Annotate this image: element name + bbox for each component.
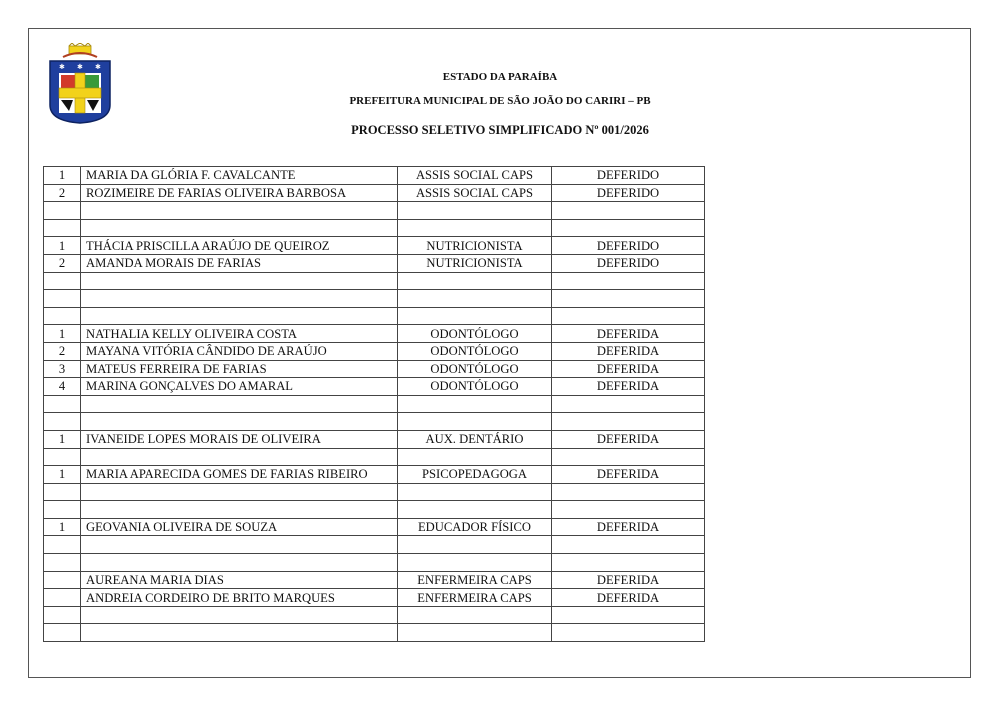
position: [398, 413, 552, 431]
status: DEFERIDO: [552, 184, 705, 202]
status: DEFERIDA: [552, 325, 705, 343]
table-row: [44, 202, 705, 220]
position: [398, 554, 552, 572]
row-number: 4: [44, 378, 81, 396]
table-row: [44, 307, 705, 325]
status: [552, 483, 705, 501]
status: [552, 554, 705, 572]
row-number: [44, 202, 81, 220]
candidate-name: [81, 536, 398, 554]
candidate-name: MARIA DA GLÓRIA F. CAVALCANTE: [81, 167, 398, 185]
city-hall-title: PREFEITURA MUNICIPAL DE SÃO JOÃO DO CARIRI – PB: [349, 95, 651, 107]
table-row: [44, 606, 705, 624]
table-row: [44, 378, 705, 396]
row-number: 1: [44, 466, 81, 484]
row-number: 2: [44, 184, 81, 202]
status: DEFERIDO: [552, 237, 705, 255]
row-number: 2: [44, 342, 81, 360]
status: DEFERIDA: [552, 571, 705, 589]
table-row: [44, 448, 705, 466]
position: ENFERMEIRA CAPS: [398, 571, 552, 589]
status: DEFERIDA: [552, 589, 705, 607]
candidate-name: MAYANA VITÓRIA CÂNDIDO DE ARAÚJO: [81, 342, 398, 360]
position: [398, 536, 552, 554]
table-row: [44, 518, 705, 536]
row-number: 1: [44, 237, 81, 255]
candidate-name: [81, 606, 398, 624]
status: DEFERIDA: [552, 360, 705, 378]
svg-text:✱: ✱: [95, 63, 101, 71]
row-number: 3: [44, 360, 81, 378]
position: ODONTÓLOGO: [398, 342, 552, 360]
candidate-name: [81, 413, 398, 431]
status: DEFERIDA: [552, 378, 705, 396]
status: DEFERIDA: [552, 466, 705, 484]
candidate-name: GEOVANIA OLIVEIRA DE SOUZA: [81, 518, 398, 536]
candidate-name: MARIA APARECIDA GOMES DE FARIAS RIBEIRO: [81, 466, 398, 484]
svg-text:✱: ✱: [59, 63, 65, 71]
candidate-name: [81, 202, 398, 220]
state-title: ESTADO DA PARAÍBA: [442, 71, 558, 83]
candidate-name: [81, 448, 398, 466]
table-row: [44, 536, 705, 554]
results-table: [43, 166, 705, 642]
table-row: [44, 167, 705, 185]
status: [552, 624, 705, 642]
table-row: [44, 501, 705, 519]
candidate-name: MARINA GONÇALVES DO AMARAL: [81, 378, 398, 396]
position: [398, 307, 552, 325]
row-number: 1: [44, 325, 81, 343]
candidate-name: [81, 307, 398, 325]
status: [552, 202, 705, 220]
row-number: 1: [44, 167, 81, 185]
position: ODONTÓLOGO: [398, 325, 552, 343]
row-number: [44, 501, 81, 519]
table-row: [44, 184, 705, 202]
status: [552, 413, 705, 431]
status: [552, 290, 705, 308]
row-number: [44, 272, 81, 290]
position: [398, 272, 552, 290]
row-number: [44, 413, 81, 431]
table-row: [44, 342, 705, 360]
coat-of-arms-icon: [47, 43, 113, 125]
candidate-name: [81, 219, 398, 237]
candidate-name: [81, 554, 398, 572]
process-title: PROCESSO SELETIVO SIMPLIFICADO Nº 001/2026: [351, 123, 649, 137]
table-row: [44, 554, 705, 572]
position: [398, 290, 552, 308]
status: [552, 448, 705, 466]
status: DEFERIDO: [552, 167, 705, 185]
row-number: [44, 589, 81, 607]
row-number: [44, 554, 81, 572]
candidate-name: IVANEIDE LOPES MORAIS DE OLIVEIRA: [81, 430, 398, 448]
candidate-name: [81, 501, 398, 519]
status: [552, 307, 705, 325]
position: [398, 483, 552, 501]
row-number: 1: [44, 430, 81, 448]
row-number: 1: [44, 518, 81, 536]
status: [552, 219, 705, 237]
position: AUX. DENTÁRIO: [398, 430, 552, 448]
candidate-name: AMANDA MORAIS DE FARIAS: [81, 254, 398, 272]
candidate-name: NATHALIA KELLY OLIVEIRA COSTA: [81, 325, 398, 343]
row-number: [44, 290, 81, 308]
status: [552, 395, 705, 413]
table-row: [44, 395, 705, 413]
status: DEFERIDA: [552, 430, 705, 448]
svg-text:✱: ✱: [77, 63, 83, 71]
status: DEFERIDA: [552, 342, 705, 360]
table-row: [44, 219, 705, 237]
row-number: [44, 536, 81, 554]
status: [552, 536, 705, 554]
candidate-name: ANDREIA CORDEIRO DE BRITO MARQUES: [81, 589, 398, 607]
position: ODONTÓLOGO: [398, 360, 552, 378]
candidate-name: [81, 395, 398, 413]
status: [552, 272, 705, 290]
position: NUTRICIONISTA: [398, 237, 552, 255]
candidate-name: MATEUS FERREIRA DE FARIAS: [81, 360, 398, 378]
status: [552, 501, 705, 519]
candidate-name: [81, 483, 398, 501]
row-number: [44, 606, 81, 624]
candidate-name: [81, 290, 398, 308]
table-row: [44, 571, 705, 589]
position: ASSIS SOCIAL CAPS: [398, 184, 552, 202]
row-number: [44, 395, 81, 413]
position: [398, 448, 552, 466]
table-row: [44, 237, 705, 255]
table-row: [44, 272, 705, 290]
status: DEFERIDA: [552, 518, 705, 536]
row-number: [44, 571, 81, 589]
table-row: [44, 589, 705, 607]
candidate-name: AUREANA MARIA DIAS: [81, 571, 398, 589]
table-row: [44, 360, 705, 378]
position: ENFERMEIRA CAPS: [398, 589, 552, 607]
table-row: [44, 624, 705, 642]
position: [398, 501, 552, 519]
position: NUTRICIONISTA: [398, 254, 552, 272]
row-number: 2: [44, 254, 81, 272]
table-row: [44, 466, 705, 484]
position: [398, 395, 552, 413]
position: [398, 219, 552, 237]
position: EDUCADOR FÍSICO: [398, 518, 552, 536]
candidate-name: [81, 272, 398, 290]
table-row: [44, 413, 705, 431]
row-number: [44, 219, 81, 237]
table-row: [44, 483, 705, 501]
position: ASSIS SOCIAL CAPS: [398, 167, 552, 185]
position: PSICOPEDAGOGA: [398, 466, 552, 484]
row-number: [44, 307, 81, 325]
position: [398, 202, 552, 220]
row-number: [44, 483, 81, 501]
position: [398, 624, 552, 642]
status: [552, 606, 705, 624]
table-row: [44, 430, 705, 448]
table-row: [44, 254, 705, 272]
row-number: [44, 624, 81, 642]
candidate-name: [81, 624, 398, 642]
table-row: [44, 325, 705, 343]
row-number: [44, 448, 81, 466]
position: [398, 606, 552, 624]
position: ODONTÓLOGO: [398, 378, 552, 396]
candidate-name: THÁCIA PRISCILLA ARAÚJO DE QUEIROZ: [81, 237, 398, 255]
candidate-name: ROZIMEIRE DE FARIAS OLIVEIRA BARBOSA: [81, 184, 398, 202]
status: DEFERIDO: [552, 254, 705, 272]
table-row: [44, 290, 705, 308]
